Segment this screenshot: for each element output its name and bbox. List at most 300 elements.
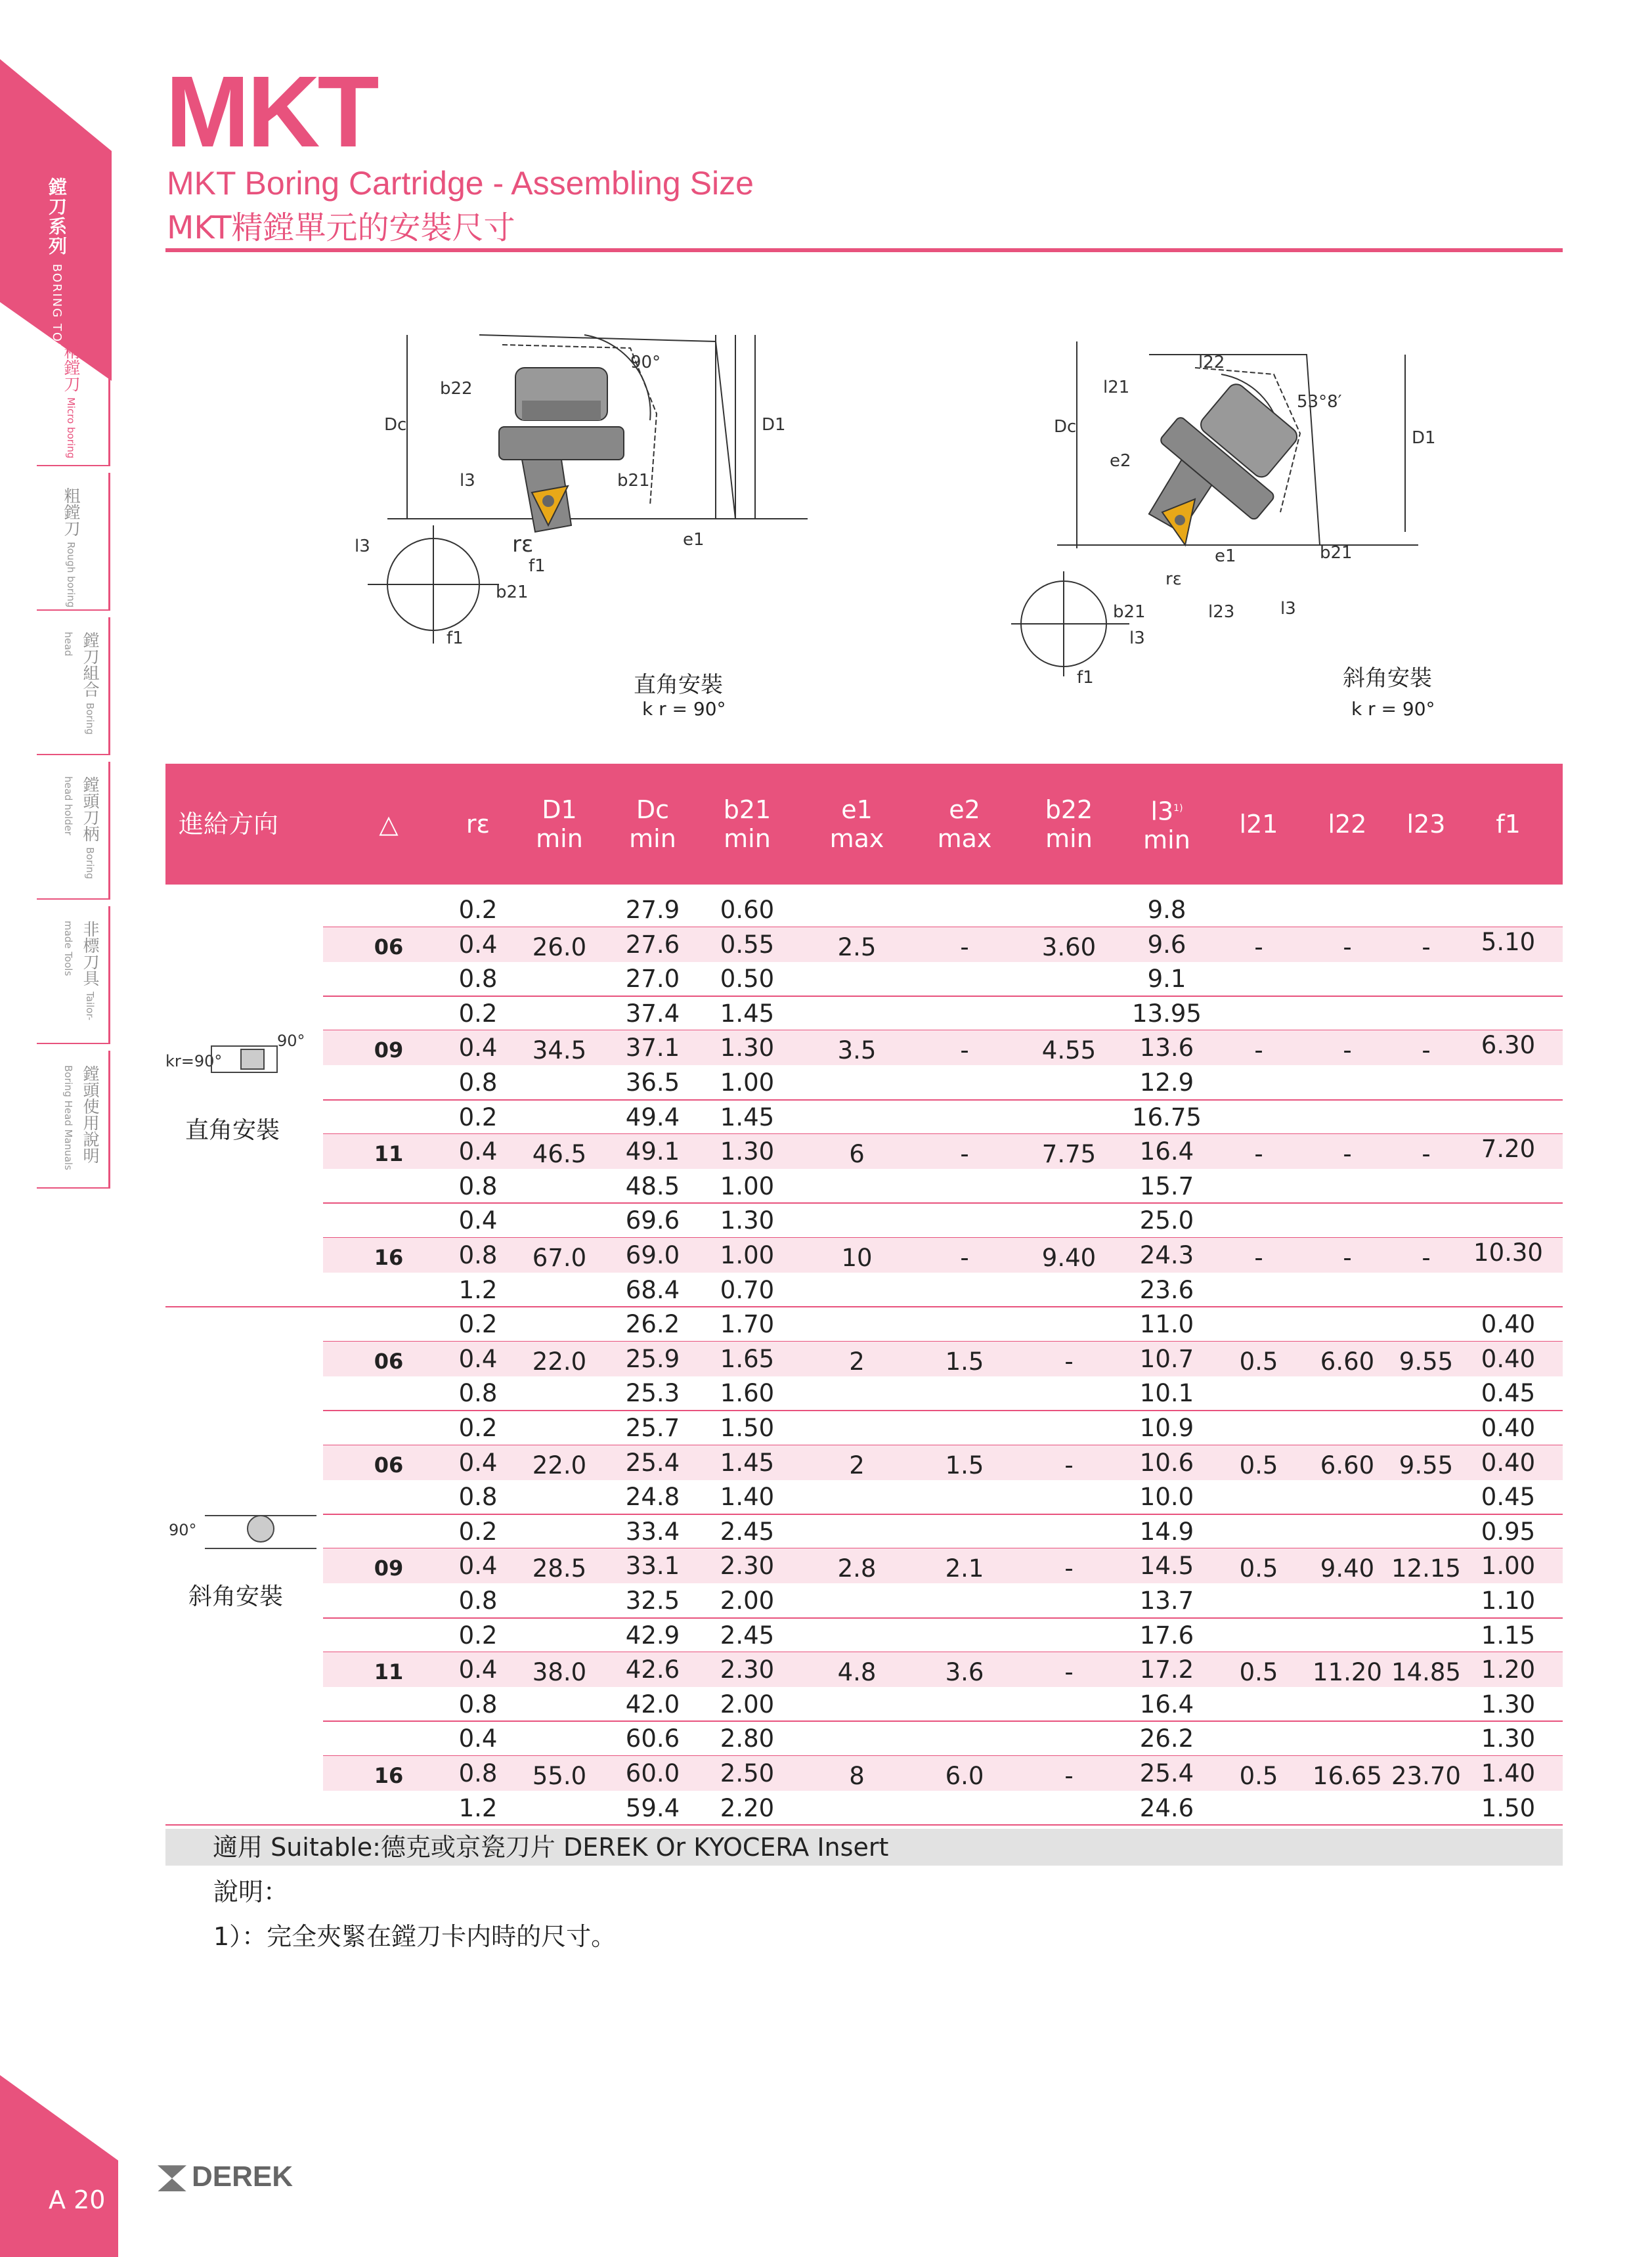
- cell-l23: 9.55: [1399, 1451, 1454, 1479]
- cell-b21: 0.70: [720, 1275, 775, 1304]
- cell-f1: 5.10: [1481, 927, 1536, 956]
- cell-f1: 7.20: [1481, 1135, 1536, 1164]
- cell-dc: 69.6: [625, 1206, 680, 1235]
- cell-re: 0.4: [458, 1655, 498, 1684]
- cell-size: 16: [374, 1763, 404, 1788]
- cell-b21: 1.30: [720, 1034, 775, 1063]
- cell-f1: 1.40: [1481, 1759, 1536, 1787]
- sidebar-tab[interactable]: [37, 1051, 110, 1189]
- cell-re: 0.4: [458, 1206, 498, 1235]
- label-l3-b: l3: [355, 537, 370, 556]
- column-header: Dc min: [629, 795, 676, 853]
- cell-f1: 1.00: [1481, 1552, 1536, 1581]
- row-separator: [165, 1824, 1563, 1826]
- cell-l3: 15.7: [1139, 1172, 1194, 1200]
- table-row: [323, 1342, 1563, 1376]
- cell-dc: 49.1: [625, 1137, 680, 1166]
- logo-icon: [158, 2165, 186, 2191]
- table-row: [323, 1134, 1563, 1169]
- cell-size: 11: [374, 1659, 404, 1685]
- icon-angle-label-b: 90°: [169, 1521, 197, 1539]
- cell-re: 1.2: [458, 1793, 498, 1822]
- label-l3-b: l3: [1129, 628, 1145, 648]
- label-e1: e1: [683, 530, 705, 550]
- cell-dc: 68.4: [625, 1275, 680, 1304]
- cell-b21: 0.50: [720, 965, 775, 994]
- label-l3: l3: [1280, 599, 1296, 619]
- caption-right-angle-kr: k r = 90°: [642, 698, 726, 720]
- cell-e1: 6: [849, 1140, 865, 1169]
- cell-e2: 6.0: [945, 1762, 984, 1790]
- cell-re: 1.2: [458, 1275, 498, 1304]
- cell-f1: 0.45: [1481, 1379, 1536, 1408]
- section-label-oblique: 斜角安裝: [188, 1583, 284, 1610]
- table-row: [323, 1721, 1563, 1756]
- cell-dc: 42.9: [625, 1621, 680, 1650]
- cell-b21: 2.00: [720, 1587, 775, 1615]
- cell-l22: -: [1343, 1244, 1352, 1272]
- cell-f1: 1.10: [1481, 1587, 1536, 1615]
- cell-f1: 1.50: [1481, 1793, 1536, 1822]
- cell-re: 0.2: [458, 999, 498, 1028]
- cell-dc: 60.6: [625, 1724, 680, 1753]
- cell-l23: 9.55: [1399, 1347, 1454, 1376]
- cell-b21: 1.45: [720, 1448, 775, 1477]
- cell-l3: 13.95: [1132, 999, 1202, 1028]
- sidebar-tab-label: 粗鏜刀 Rough boring: [62, 487, 81, 608]
- cell-b21: 1.50: [720, 1414, 775, 1442]
- cell-dc: 26.2: [625, 1310, 680, 1339]
- suitable-text: 適用 Suitable:德克或京瓷刀片 DEREK Or KYOCERA Insert: [213, 1833, 889, 1862]
- cell-size: 09: [374, 1038, 404, 1063]
- cell-e1: 2.8: [837, 1554, 877, 1583]
- cell-l3: 26.2: [1139, 1724, 1194, 1753]
- cell-l3: 25.0: [1139, 1206, 1194, 1235]
- cell-re: 0.4: [458, 1034, 498, 1063]
- cell-l3: 12.9: [1139, 1068, 1194, 1097]
- cell-b21: 1.00: [720, 1241, 775, 1269]
- cell-size: 06: [374, 1452, 404, 1478]
- cell-d1: 22.0: [532, 1347, 587, 1376]
- cell-l3: 14.9: [1139, 1517, 1194, 1546]
- cell-re: 0.4: [458, 1552, 498, 1581]
- cell-l3: 10.0: [1139, 1483, 1194, 1512]
- cell-b22: 3.60: [1041, 932, 1097, 961]
- label-re: rε: [512, 531, 534, 558]
- table-row: [323, 1203, 1563, 1238]
- cell-b21: 2.30: [720, 1552, 775, 1581]
- cell-b21: 2.45: [720, 1517, 775, 1546]
- cell-dc: 36.5: [625, 1068, 680, 1097]
- table-row: [323, 1169, 1563, 1204]
- cell-f1: 0.95: [1481, 1517, 1536, 1546]
- note-item-1: 1）：完全夾緊在鏜刀卡内時的尺寸。: [213, 1922, 617, 1951]
- cell-re: 0.4: [458, 1724, 498, 1753]
- cell-re: 0.4: [458, 1448, 498, 1477]
- cell-b22: -: [1064, 1554, 1074, 1583]
- sidebar-tab-label: 精鏜刀 Micro boring: [62, 343, 81, 459]
- cell-b21: 1.00: [720, 1068, 775, 1097]
- cell-l3: 13.7: [1139, 1587, 1194, 1615]
- cell-f1: 1.15: [1481, 1621, 1536, 1650]
- column-header: f1: [1496, 810, 1521, 839]
- cell-f1: 0.45: [1481, 1483, 1536, 1512]
- cell-e1: 10: [841, 1244, 873, 1272]
- cell-l3: 17.2: [1139, 1655, 1194, 1684]
- column-header: l3$^{1)}$ min: [1143, 797, 1190, 855]
- table-header: [165, 764, 1563, 885]
- cell-dc: 59.4: [625, 1793, 680, 1822]
- column-header: e1 max: [829, 795, 884, 853]
- right-angle-icon: [165, 1023, 323, 1082]
- cell-l23: 23.70: [1391, 1762, 1461, 1790]
- cell-re: 0.8: [458, 1172, 498, 1200]
- table-row: [323, 961, 1563, 996]
- label-l22: l22: [1198, 353, 1225, 372]
- cell-l3: 9.6: [1147, 930, 1186, 959]
- table-row: [323, 892, 1563, 927]
- label-angle: 53°8′: [1297, 392, 1342, 412]
- cell-f1: 0.40: [1481, 1344, 1536, 1373]
- cell-f1: 0.40: [1481, 1414, 1536, 1442]
- table-row: [323, 1065, 1563, 1100]
- cell-dc: 25.3: [625, 1379, 680, 1408]
- label-e1: e1: [1215, 546, 1236, 566]
- cell-re: 0.8: [458, 1483, 498, 1512]
- cell-e1: 2: [849, 1451, 865, 1479]
- cell-e1: 4.8: [837, 1658, 877, 1687]
- label-e2: e2: [1110, 451, 1131, 471]
- cell-b22: 7.75: [1041, 1140, 1097, 1169]
- cell-e2: 1.5: [945, 1347, 984, 1376]
- cell-l23: -: [1422, 1036, 1431, 1065]
- sidebar-tab-label: 鏜頭刀柄 Boring head holder: [62, 776, 100, 879]
- cell-dc: 42.0: [625, 1690, 680, 1719]
- table-row: [323, 1514, 1563, 1549]
- label-b21: b21: [617, 471, 650, 491]
- column-header: e2 max: [937, 795, 992, 853]
- cell-b22: -: [1064, 1658, 1074, 1687]
- cell-l3: 14.5: [1139, 1552, 1194, 1581]
- column-header: l21: [1239, 810, 1278, 839]
- cell-l23: -: [1422, 1140, 1431, 1169]
- cell-l3: 10.6: [1139, 1448, 1194, 1477]
- brand-logo: DEREK: [158, 2160, 293, 2193]
- table-row: [323, 1583, 1563, 1618]
- column-header: 進給方向: [179, 810, 279, 839]
- cell-l21: 0.5: [1239, 1762, 1278, 1790]
- cell-b22: 4.55: [1041, 1036, 1097, 1065]
- cell-dc: 37.1: [625, 1034, 680, 1063]
- cell-re: 0.8: [458, 1690, 498, 1719]
- sidebar-tab[interactable]: [37, 617, 110, 755]
- cell-f1: 0.40: [1481, 1310, 1536, 1339]
- table-row: [323, 1307, 1563, 1342]
- cell-b21: 1.40: [720, 1483, 775, 1512]
- subtitle-zh: MKT精鏜單元的安裝尺寸: [167, 209, 515, 246]
- table-row: [323, 1791, 1563, 1826]
- sidebar-tab-label: 鏜頭使用說明 Boring Head Manuals: [62, 1065, 100, 1170]
- table-row: [323, 1030, 1563, 1065]
- cell-dc: 24.8: [625, 1483, 680, 1512]
- cell-f1: 10.30: [1473, 1238, 1543, 1267]
- cell-f1: 6.30: [1481, 1031, 1536, 1060]
- cell-size: 09: [374, 1556, 404, 1581]
- oblique-icon: [165, 1496, 323, 1562]
- cell-re: 0.2: [458, 1103, 498, 1131]
- cell-size: 06: [374, 1348, 404, 1374]
- sidebar-tab[interactable]: [37, 762, 110, 900]
- cell-l3: 9.8: [1147, 896, 1186, 924]
- cell-l21: 0.5: [1239, 1347, 1278, 1376]
- cell-dc: 48.5: [625, 1172, 680, 1200]
- cell-l23: 14.85: [1391, 1658, 1461, 1687]
- table-row: [323, 1652, 1563, 1687]
- subtitle-en: MKT Boring Cartridge - Assembling Size: [167, 165, 754, 202]
- column-header: △: [379, 810, 399, 839]
- table-row: [323, 1548, 1563, 1583]
- cell-f1: 0.40: [1481, 1448, 1536, 1477]
- cell-d1: 67.0: [532, 1244, 587, 1272]
- table-row: [323, 1479, 1563, 1514]
- cell-b21: 1.45: [720, 999, 775, 1028]
- table-row: [323, 1445, 1563, 1480]
- cell-b21: 2.80: [720, 1724, 775, 1753]
- icon-angle-label: 90°: [277, 1032, 305, 1050]
- cell-b21: 0.60: [720, 896, 775, 924]
- column-header: b21 min: [723, 795, 772, 853]
- table-row: [323, 1238, 1563, 1273]
- sidebar-section-title: 鏜刀系列 BORING TOOLS: [46, 177, 68, 370]
- cell-b22: -: [1064, 1762, 1074, 1790]
- suitable-bar: [165, 1829, 1563, 1866]
- cell-re: 0.2: [458, 1414, 498, 1442]
- caption-oblique: 斜角安裝: [1343, 665, 1432, 691]
- cell-re: 0.8: [458, 1379, 498, 1408]
- cell-re: 0.8: [458, 1587, 498, 1615]
- cell-dc: 32.5: [625, 1587, 680, 1615]
- cell-l22: -: [1343, 1140, 1352, 1169]
- cell-e1: 2.5: [837, 932, 877, 961]
- cell-l22: -: [1343, 932, 1352, 961]
- page-number: A 20: [49, 2185, 106, 2214]
- cell-l21: -: [1254, 932, 1263, 961]
- cell-re: 0.4: [458, 1344, 498, 1373]
- table-row: [323, 1411, 1563, 1445]
- cell-e2: -: [960, 1036, 969, 1065]
- cell-e2: 3.6: [945, 1658, 984, 1687]
- cell-dc: 49.4: [625, 1103, 680, 1131]
- label-f1-b: f1: [446, 628, 464, 648]
- cell-dc: 37.4: [625, 999, 680, 1028]
- cell-dc: 33.4: [625, 1517, 680, 1546]
- cell-dc: 60.0: [625, 1759, 680, 1787]
- page-title: MKT: [165, 55, 377, 168]
- sidebar-bottom-shape: [0, 2069, 118, 2257]
- cell-l22: 16.65: [1313, 1762, 1382, 1790]
- cell-l21: -: [1254, 1036, 1263, 1065]
- cell-b21: 1.60: [720, 1379, 775, 1408]
- header-rule: [165, 248, 1563, 252]
- sidebar: [0, 0, 118, 2257]
- caption-oblique-kr: k r = 90°: [1351, 698, 1435, 720]
- table-row: [323, 1100, 1563, 1135]
- cell-re: 0.8: [458, 1759, 498, 1787]
- label-b21-b: b21: [1113, 602, 1146, 622]
- label-b21: b21: [1320, 543, 1353, 563]
- column-header: D1 min: [536, 795, 583, 853]
- label-l21: l21: [1103, 378, 1130, 397]
- cell-re: 0.8: [458, 1068, 498, 1097]
- cell-re: 0.2: [458, 896, 498, 924]
- cell-dc: 33.1: [625, 1552, 680, 1581]
- column-header: l22: [1328, 810, 1367, 839]
- cell-l23: 12.15: [1391, 1554, 1461, 1583]
- table-row: [323, 996, 1563, 1031]
- cell-re: 0.4: [458, 930, 498, 959]
- cell-dc: 25.9: [625, 1344, 680, 1373]
- cell-size: 06: [374, 934, 404, 959]
- cell-l3: 16.4: [1139, 1690, 1194, 1719]
- cell-b22: 9.40: [1041, 1244, 1097, 1272]
- label-b21-b: b21: [496, 582, 529, 602]
- table-row: [323, 1273, 1563, 1307]
- cell-dc: 25.4: [625, 1448, 680, 1477]
- cell-b21: 2.45: [720, 1621, 775, 1650]
- cell-e2: 2.1: [945, 1554, 984, 1583]
- cell-size: 11: [374, 1141, 404, 1167]
- column-header: rε: [466, 810, 490, 839]
- cell-l21: 0.5: [1239, 1451, 1278, 1479]
- cell-l3: 9.1: [1147, 965, 1186, 994]
- cell-dc: 69.0: [625, 1241, 680, 1269]
- cell-e2: -: [960, 1244, 969, 1272]
- cell-e2: -: [960, 932, 969, 961]
- cell-b21: 1.30: [720, 1137, 775, 1166]
- table-row: [323, 927, 1563, 962]
- label-re: rε: [1165, 569, 1182, 589]
- table-row: [323, 1376, 1563, 1411]
- cell-d1: 46.5: [532, 1140, 587, 1169]
- cell-e1: 3.5: [837, 1036, 877, 1065]
- cell-l3: 16.75: [1132, 1103, 1202, 1131]
- cell-l3: 11.0: [1139, 1310, 1194, 1339]
- cell-e1: 2: [849, 1347, 865, 1376]
- cell-re: 0.2: [458, 1621, 498, 1650]
- cell-b21: 2.20: [720, 1793, 775, 1822]
- cell-e2: 1.5: [945, 1451, 984, 1479]
- oblique-diagram: [998, 335, 1497, 690]
- label-d1: D1: [762, 415, 786, 435]
- cell-b21: 2.50: [720, 1759, 775, 1787]
- cell-l3: 16.4: [1139, 1137, 1194, 1166]
- cell-dc: 27.0: [625, 965, 680, 994]
- sidebar-tab[interactable]: [37, 906, 110, 1044]
- cell-b21: 1.70: [720, 1310, 775, 1339]
- cell-l21: -: [1254, 1140, 1263, 1169]
- label-f1: f1: [529, 556, 546, 576]
- cell-dc: 27.6: [625, 930, 680, 959]
- cell-l3: 24.6: [1139, 1793, 1194, 1822]
- cell-b21: 1.45: [720, 1103, 775, 1131]
- cell-size: 16: [374, 1245, 404, 1270]
- cell-b22: -: [1064, 1347, 1074, 1376]
- sidebar-tab-label: 鏜刀組合 Boring head: [62, 632, 100, 735]
- table-row: [323, 1687, 1563, 1722]
- cell-b21: 1.65: [720, 1344, 775, 1373]
- table-row: [323, 1756, 1563, 1791]
- cell-l23: -: [1422, 1244, 1431, 1272]
- cell-d1: 28.5: [532, 1554, 587, 1583]
- cell-b21: 0.55: [720, 930, 775, 959]
- label-f1: f1: [1077, 668, 1094, 688]
- notes-title: 說明：: [213, 1877, 289, 1906]
- cell-l21: -: [1254, 1244, 1263, 1272]
- label-l23: l23: [1208, 602, 1235, 622]
- label-dc: Dc: [384, 415, 407, 435]
- cell-d1: 26.0: [532, 932, 587, 961]
- cell-dc: 42.6: [625, 1655, 680, 1684]
- cell-re: 0.2: [458, 1310, 498, 1339]
- sidebar-tab-label: 非標刀具 Tailor-made Tools: [62, 921, 100, 1020]
- cell-f1: 1.30: [1481, 1690, 1536, 1719]
- sidebar-tab[interactable]: [37, 473, 110, 611]
- cell-l3: 24.3: [1139, 1241, 1194, 1269]
- cell-d1: 38.0: [532, 1658, 587, 1687]
- label-angle: 90°: [630, 353, 661, 372]
- cell-e1: 8: [849, 1762, 865, 1790]
- cell-b21: 2.30: [720, 1655, 775, 1684]
- cell-d1: 55.0: [532, 1762, 587, 1790]
- cell-re: 0.8: [458, 1241, 498, 1269]
- cell-l3: 10.7: [1139, 1344, 1194, 1373]
- cell-re: 0.8: [458, 965, 498, 994]
- cell-b21: 1.00: [720, 1172, 775, 1200]
- section-label-right-angle: 直角安裝: [185, 1117, 280, 1144]
- cell-l21: 0.5: [1239, 1554, 1278, 1583]
- cell-l3: 10.9: [1139, 1414, 1194, 1442]
- cell-l23: -: [1422, 932, 1431, 961]
- icon-kr-label: kr=90°: [165, 1052, 223, 1070]
- cell-l3: 17.6: [1139, 1621, 1194, 1650]
- cell-l21: 0.5: [1239, 1658, 1278, 1687]
- column-header: l23: [1406, 810, 1446, 839]
- cell-l22: 6.60: [1320, 1451, 1375, 1479]
- label-d1: D1: [1412, 428, 1436, 448]
- label-dc: Dc: [1054, 417, 1077, 437]
- label-l3: l3: [460, 471, 475, 491]
- cell-l3: 10.1: [1139, 1379, 1194, 1408]
- cell-l22: 6.60: [1320, 1347, 1375, 1376]
- cell-l3: 25.4: [1139, 1759, 1194, 1787]
- cell-b21: 2.00: [720, 1690, 775, 1719]
- table-row: [323, 1618, 1563, 1653]
- cell-d1: 34.5: [532, 1036, 587, 1065]
- sidebar-tab[interactable]: [37, 328, 110, 466]
- cell-re: 0.4: [458, 1137, 498, 1166]
- cell-b22: -: [1064, 1451, 1074, 1479]
- cell-f1: 1.20: [1481, 1655, 1536, 1684]
- cell-dc: 25.7: [625, 1414, 680, 1442]
- label-b22: b22: [440, 379, 473, 399]
- cell-d1: 22.0: [532, 1451, 587, 1479]
- column-header: b22 min: [1045, 795, 1093, 853]
- right-angle-diagram: [348, 309, 821, 676]
- cell-l3: 23.6: [1139, 1275, 1194, 1304]
- cell-b21: 1.30: [720, 1206, 775, 1235]
- cell-f1: 1.30: [1481, 1724, 1536, 1753]
- cell-e2: -: [960, 1140, 969, 1169]
